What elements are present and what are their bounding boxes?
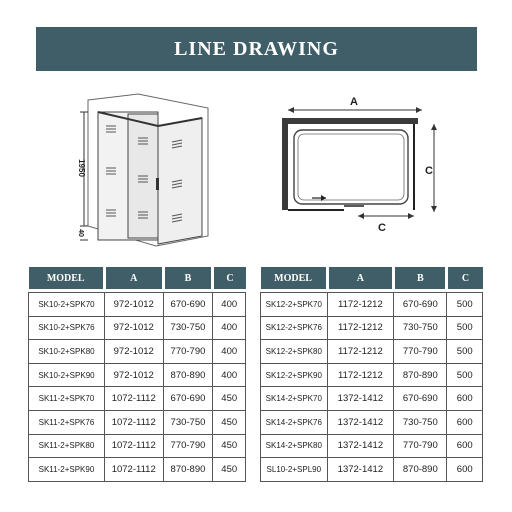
cell-b: 670-690 (163, 293, 213, 317)
cell-b: 730-750 (394, 316, 447, 340)
size-table-left (28, 267, 246, 482)
cell-model: SK12-2+SPK90 (261, 363, 328, 387)
table-row (29, 387, 246, 411)
table-row (261, 293, 483, 317)
cell-b: 770-790 (163, 340, 213, 364)
table-row (261, 410, 483, 434)
cell-b: 870-890 (163, 363, 213, 387)
cell-a: 1172-1212 (327, 340, 394, 364)
cell-a: 1372-1412 (327, 410, 394, 434)
cell-c: 500 (447, 293, 483, 317)
cell-b: 870-890 (163, 458, 213, 482)
cell-a: 1372-1412 (327, 458, 394, 482)
header-b: B (163, 267, 213, 289)
header-c: C (213, 267, 246, 289)
dim-c-bottom-label: C (378, 222, 386, 234)
enclosure-perspective-drawing (66, 86, 216, 252)
cell-model: SK14-2+SPK76 (261, 410, 328, 434)
cell-c: 500 (447, 363, 483, 387)
cell-a: 1172-1212 (327, 363, 394, 387)
cell-model: SK12-2+SPK70 (261, 293, 328, 317)
banner-title: LINE DRAWING (174, 37, 339, 60)
table-row (261, 458, 483, 482)
table-row (29, 363, 246, 387)
cell-a: 1072-1112 (104, 434, 163, 458)
header-b: B (394, 267, 447, 289)
cell-b: 730-750 (394, 410, 447, 434)
table-row (29, 293, 246, 317)
header-a: A (104, 267, 163, 289)
cell-model: SK10-2+SPK76 (29, 316, 105, 340)
cell-model: SK11-2+SPK80 (29, 434, 105, 458)
cell-c: 600 (447, 458, 483, 482)
cell-c: 600 (447, 387, 483, 411)
height-label: 1950 (77, 159, 86, 177)
cell-a: 1072-1112 (104, 387, 163, 411)
cell-c: 450 (213, 410, 246, 434)
cell-model: SK14-2+SPK80 (261, 434, 328, 458)
table-row (29, 434, 246, 458)
cell-a: 1172-1212 (327, 293, 394, 317)
cell-model: SK12-2+SPK80 (261, 340, 328, 364)
cell-model: SK10-2+SPK90 (29, 363, 105, 387)
table-row (29, 316, 246, 340)
cell-model: SK12-2+SPK76 (261, 316, 328, 340)
cell-c: 600 (447, 434, 483, 458)
header-c: C (447, 267, 483, 289)
title-banner (36, 27, 477, 71)
table-row (261, 316, 483, 340)
table-row (29, 410, 246, 434)
cell-c: 450 (213, 458, 246, 482)
cell-a: 1072-1112 (104, 410, 163, 434)
cell-c: 500 (447, 340, 483, 364)
cell-c: 400 (213, 340, 246, 364)
dim-c-right-label: C (425, 165, 433, 177)
cell-model: SK10-2+SPK70 (29, 293, 105, 317)
cell-b: 870-890 (394, 363, 447, 387)
header-model: MODEL (29, 267, 105, 289)
cell-b: 770-790 (394, 434, 447, 458)
cell-b: 670-690 (394, 293, 447, 317)
cell-a: 972-1012 (104, 363, 163, 387)
cell-b: 770-790 (394, 340, 447, 364)
cell-model: SK11-2+SPK76 (29, 410, 105, 434)
table-row (261, 340, 483, 364)
cell-c: 400 (213, 316, 246, 340)
table-row (261, 434, 483, 458)
cell-model: SK11-2+SPK90 (29, 458, 105, 482)
cell-model: SK14-2+SPK70 (261, 387, 328, 411)
cell-b: 670-690 (163, 387, 213, 411)
cell-b: 730-750 (163, 410, 213, 434)
cell-a: 972-1012 (104, 293, 163, 317)
cell-c: 450 (213, 434, 246, 458)
size-table-right (260, 267, 483, 482)
cell-a: 1372-1412 (327, 434, 394, 458)
cell-a: 972-1012 (104, 316, 163, 340)
cell-c: 500 (447, 316, 483, 340)
cell-model: SK10-2+SPK80 (29, 340, 105, 364)
cell-c: 400 (213, 363, 246, 387)
cell-c: 400 (213, 293, 246, 317)
enclosure-top-view-drawing (278, 92, 448, 238)
cell-c: 450 (213, 387, 246, 411)
cell-model: SK11-2+SPK70 (29, 387, 105, 411)
cell-b: 730-750 (163, 316, 213, 340)
table-header-row (29, 267, 246, 289)
table-row (29, 340, 246, 364)
cell-b: 770-790 (163, 434, 213, 458)
cell-a: 1072-1112 (104, 458, 163, 482)
table-header-row (261, 267, 483, 289)
dim-a-label: A (350, 96, 358, 108)
base-label: 40 (77, 229, 84, 237)
cell-b: 870-890 (394, 458, 447, 482)
table-row (29, 458, 246, 482)
table-row (261, 387, 483, 411)
table-row (261, 363, 483, 387)
cell-b: 670-690 (394, 387, 447, 411)
cell-a: 1172-1212 (327, 316, 394, 340)
cell-a: 972-1012 (104, 340, 163, 364)
cell-c: 600 (447, 410, 483, 434)
cell-a: 1372-1412 (327, 387, 394, 411)
header-a: A (327, 267, 394, 289)
header-model: MODEL (261, 267, 328, 289)
cell-model: SL10-2+SPL90 (261, 458, 328, 482)
